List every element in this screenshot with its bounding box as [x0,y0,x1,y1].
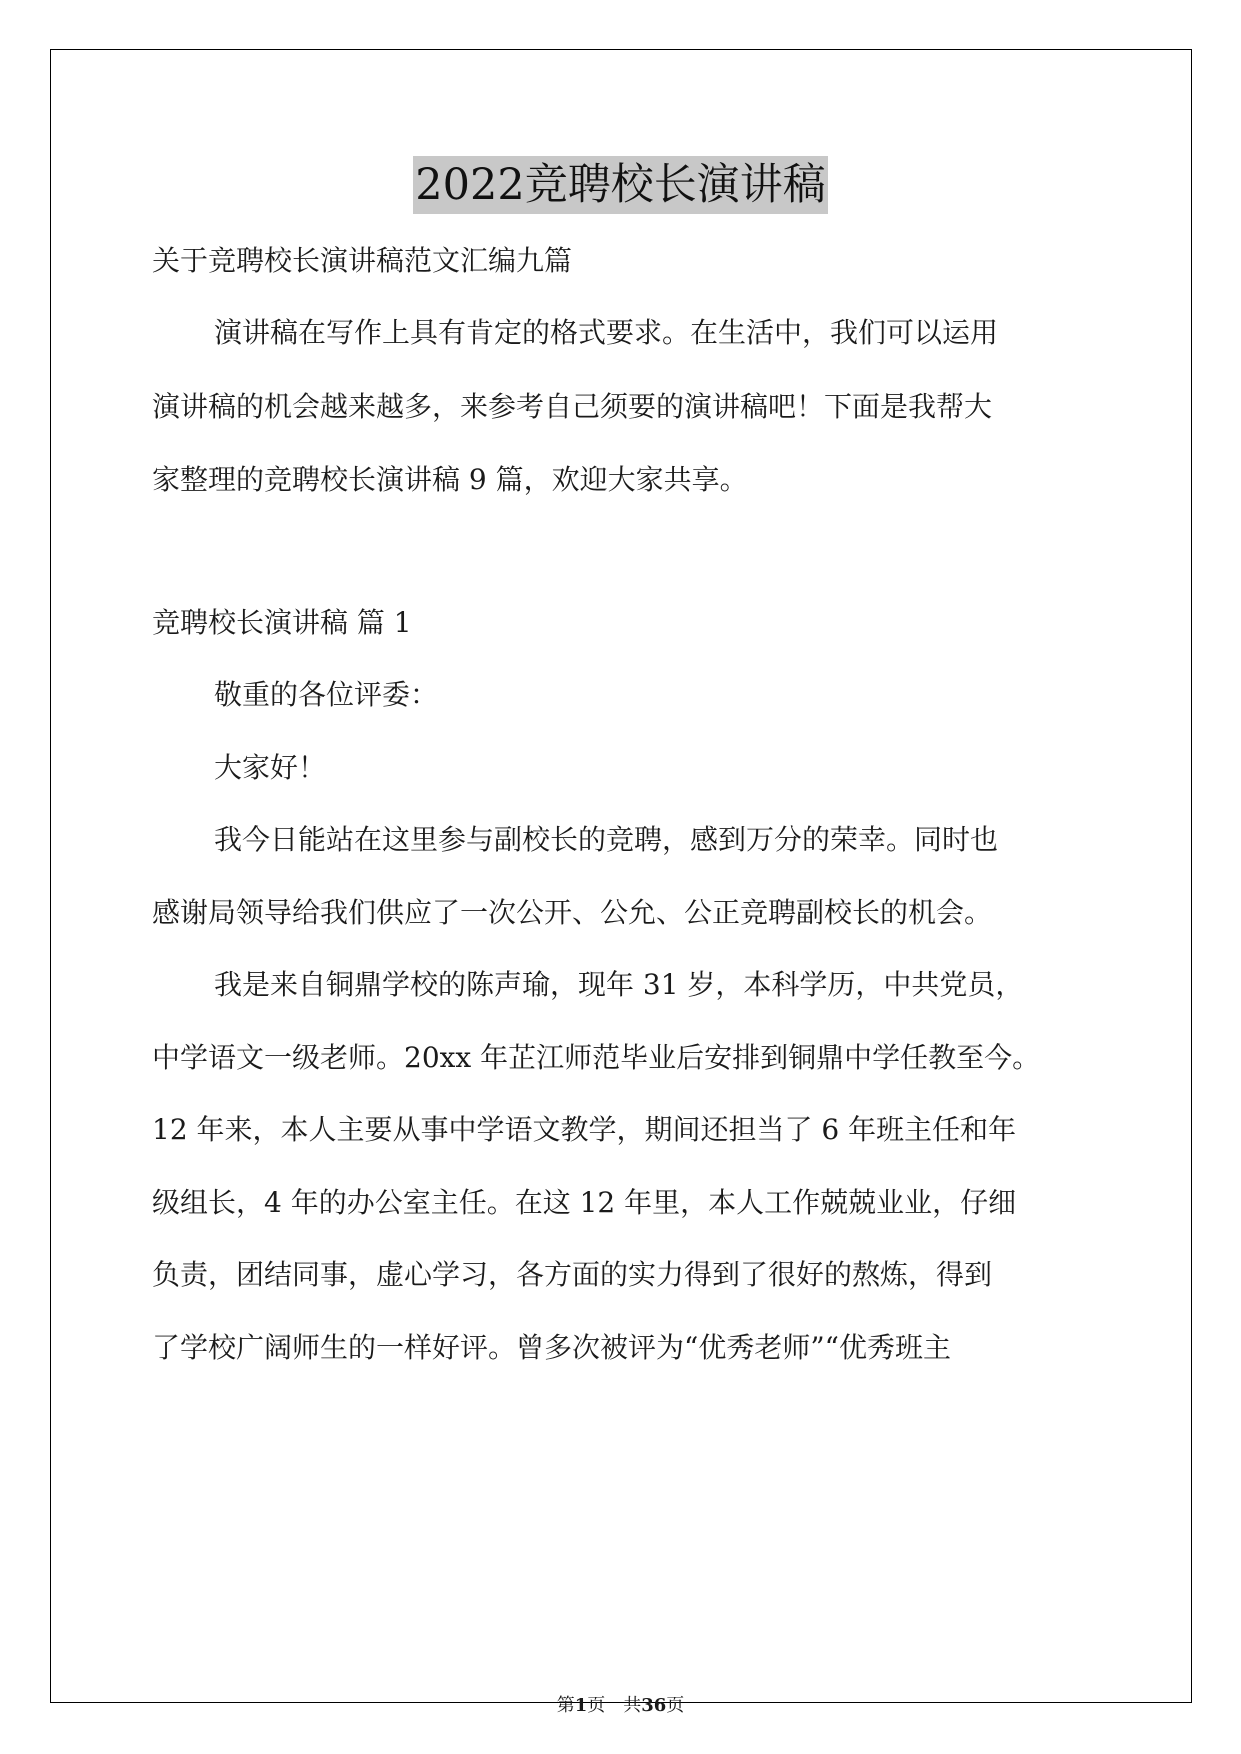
document-title: 2022竞聘校长演讲稿 [413,156,827,214]
paragraph-line: 家整理的竞聘校长演讲稿 9 篇，欢迎大家共享。 [152,463,748,496]
paragraph-line: 感谢局领导给我们供应了一次公开、公允、公正竞聘副校长的机会。 [152,896,993,929]
paragraph-line: 我是来自铜鼎学校的陈声瑜，现年 31 岁，本科学历，中共党员， [214,968,1024,1001]
paragraph-line: 演讲稿的机会越来越多，来参考自己须要的演讲稿吧！下面是我帮大 [152,390,993,423]
paragraph-line: 中学语文一级老师。20xx 年芷江师范毕业后安排到铜鼎中学任教至今。 [152,1041,1041,1074]
footer-prefix: 第 [556,1695,575,1716]
total-page-count: 36 [641,1695,667,1716]
paragraph-line: 12 年来，本人主要从事中学语文教学，期间还担当了 6 年班主任和年 [152,1113,1017,1146]
footer-mid: 页 共 [587,1695,642,1716]
subtitle-line: 关于竞聘校长演讲稿范文汇编九篇 [152,244,573,277]
paragraph-line: 演讲稿在写作上具有肯定的格式要求。在生活中，我们可以运用 [214,316,999,349]
paragraph-line: 我今日能站在这里参与副校长的竞聘，感到万分的荣幸。同时也 [214,823,999,856]
page-footer [0,1694,1241,1718]
page-border [50,49,1192,1703]
paragraph-line: 了学校广阔师生的一样好评。曾多次被评为“优秀老师”“优秀班主 [152,1331,951,1364]
greeting: 大家好！ [214,751,327,784]
title-container [0,156,1241,214]
paragraph-line: 级组长，4 年的办公室主任。在这 12 年里，本人工作兢兢业业，仔细 [152,1186,1017,1219]
section-heading: 竞聘校长演讲稿 篇 1 [152,606,412,639]
salutation: 敬重的各位评委： [214,678,439,711]
paragraph-line: 负责，团结同事，虚心学习，各方面的实力得到了很好的熬炼，得到 [152,1258,993,1291]
current-page-number: 1 [574,1695,588,1716]
footer-suffix: 页 [666,1695,685,1716]
